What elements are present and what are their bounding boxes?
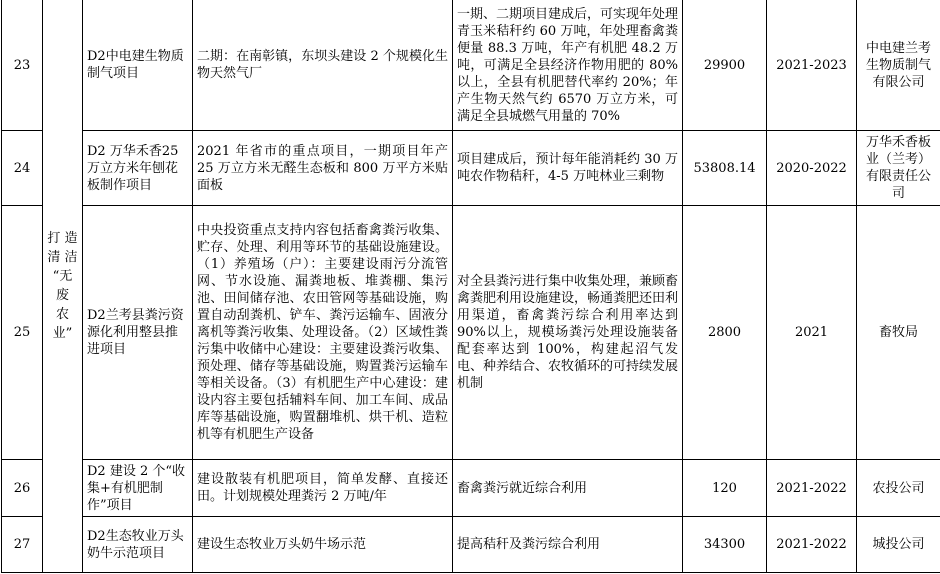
responsible-unit: 万华禾香板业（兰考）有限责任公司 (857, 131, 940, 206)
category-line: 农业” (52, 307, 73, 341)
project-content: 建设生态牧业万头奶牛场示范 (193, 517, 453, 573)
row-number: 23 (2, 0, 43, 131)
row-number: 24 (2, 131, 43, 206)
category-line: “无废 (52, 269, 73, 303)
period: 2021-2023 (767, 0, 857, 131)
table-row (2, 131, 940, 206)
project-content: 中央投资重点支持内容包括畜禽粪污收集、贮存、处理、利用等环节的基础设施建设。（1）养殖场（户）：主要建设雨污分流管网、节水设施、漏粪地板、堆粪棚、集污池、田间储存池、农田管网等基础设施，购置自动刮粪机、铲车、粪污运输车、固液分离机等粪污收集、处理设备。（2）区域性粪污集中收储中心建设：主要建设粪污收集、预处理、储存等基础设施，购置粪污运输车等相关设备。（3）有机肥生产中心建设：建设内容主要包括辅料车间、加工车间、成品库等基础设施，购置翻堆机、烘干机、造粒机等有机肥生产设备 (193, 206, 453, 460)
table-row (2, 517, 940, 573)
project-benefit: 一期、二期项目建成后，可实现年处理青玉米秸秆约 60 万吨，年处理畜禽粪便量 88.3 万吨，年产有机肥 48.2 万吨，可满足全县经济作物用肥的 80%以上，全县有机肥替代率约 20%；年产生物天然气约 6570 万立方米，可满足全县城燃气用量的 70% (453, 0, 683, 131)
responsible-unit: 城投公司 (857, 517, 940, 573)
responsible-unit: 畜牧局 (857, 206, 940, 460)
row-number: 25 (2, 206, 43, 460)
responsible-unit: 农投公司 (857, 460, 940, 517)
table-row (2, 206, 940, 460)
project-table (1, 0, 940, 573)
project-content: 2021 年省市的重点项目，一期项目年产 25 万立方米无醛生态板和 800 万平方米贴面板 (193, 131, 453, 206)
investment: 120 (683, 460, 767, 517)
project-name: D2生态牧业万头奶牛示范项目 (83, 517, 193, 573)
investment: 2800 (683, 206, 767, 460)
category-line: 清 洁 (47, 250, 78, 265)
period: 2021 (767, 206, 857, 460)
project-content: 建设散装有机肥项目，简单发酵、直接还田。计划规模处理粪污 2 万吨/年 (193, 460, 453, 517)
project-name: D2 万华禾香25万立方米年刨花板制作项目 (83, 131, 193, 206)
project-name: D2中电建生物质制气项目 (83, 0, 193, 131)
category-line: 打 造 (47, 231, 78, 246)
responsible-unit: 中电建兰考生物质制气有限公司 (857, 0, 940, 131)
project-name: D2 建设 2 个“收集+有机肥制作”项目 (83, 460, 193, 517)
table-row (2, 0, 940, 131)
period: 2020-2022 (767, 131, 857, 206)
project-content: 二期：在南彰镇，东坝头建设 2 个规模化生物天然气厂 (193, 0, 453, 131)
row-number: 26 (2, 460, 43, 517)
project-benefit: 对全县粪污进行集中收集处理，兼顾畜禽粪肥利用设施建设，畅通粪肥还田利用渠道，畜禽粪污综合利用率达到 90%以上，规模场粪污处理设施装备配套率达到 100%，构建起沼气发电、种养结合、农牧循环的可持续发展机制 (453, 206, 683, 460)
project-benefit: 畜禽粪污就近综合利用 (453, 460, 683, 517)
project-name: D2兰考县粪污资源化利用整县推进项目 (83, 206, 193, 460)
project-benefit: 提高秸秆及粪污综合利用 (453, 517, 683, 573)
category-cell (43, 0, 83, 573)
investment: 29900 (683, 0, 767, 131)
row-number: 27 (2, 517, 43, 573)
investment: 34300 (683, 517, 767, 573)
period: 2021-2022 (767, 460, 857, 517)
period: 2021-2022 (767, 517, 857, 573)
investment: 53808.14 (683, 131, 767, 206)
project-benefit: 项目建成后，预计每年能消耗约 30 万吨农作物秸秆，4-5 万吨林业三剩物 (453, 131, 683, 206)
table-row (2, 460, 940, 517)
